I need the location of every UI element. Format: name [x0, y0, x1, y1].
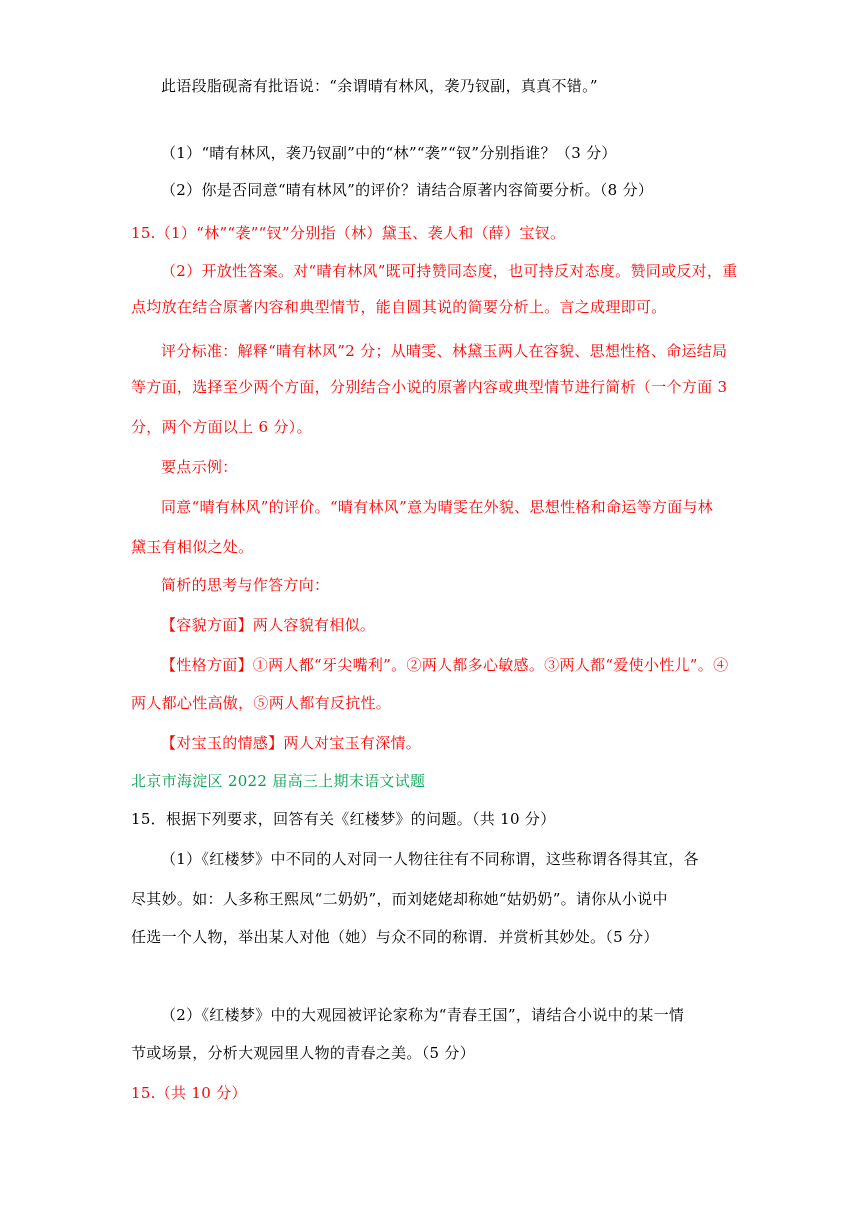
answer-15-heading: 15.（共 10 分） [131, 1084, 247, 1102]
intro-comment: 此语段脂砚斋有批语说：“余谓晴有林风，袭乃钗副，真真不错。” [161, 77, 598, 95]
character-point-line-1: 【性格方面】①两人都“牙尖嘴利”。②两人都多心敏感。③两人都“爱使小性儿”。④ [161, 656, 729, 674]
emotion-point: 【对宝玉的情感】两人对宝玉有深情。 [161, 734, 422, 752]
key-points-title: 要点示例： [161, 458, 238, 476]
scoring-standard-line-2: 等方面，选择至少两个方面，分别结合小说的原著内容或典型情节进行简析（一个方面 3 [131, 378, 728, 396]
answer-1: 15.（1）“林”“袭”“钗”分别指（林）黛玉、袭人和（薛）宝钗。 [131, 224, 566, 242]
agree-line-2: 黛玉有相似之处。 [131, 538, 254, 556]
answer-2-line-1: （2）开放性答案。对“晴有林风”既可持赞同态度，也可持反对态度。赞同或反对，重 [161, 262, 738, 280]
question-2: （2）你是否同意“晴有林风”的评价？请结合原著内容简要分析。（8 分） [161, 181, 654, 199]
agree-line-1: 同意“晴有林风”的评价。“晴有林风”意为晴雯在外貌、思想性格和命运等方面与林 [161, 498, 714, 516]
question-1: （1）“晴有林风，袭乃钗副”中的“林”“袭”“钗”分别指谁？（3 分） [161, 144, 617, 162]
part-1-line-1: （1）《红楼梦》中不同的人对同一人物往往有不同称谓，这些称谓各得其宜，各 [161, 850, 699, 868]
part-1-line-2: 尽其妙。如：人多称王熙凤“二奶奶”，而刘姥姥却称她“姑奶奶”。请你从小说中 [131, 890, 668, 908]
part-1-line-3: 任选一个人物，举出某人对他（她）与众不同的称谓．并赏析其妙处。（5 分） [131, 928, 659, 946]
part-2-line-2: 节或场景，分析大观园里人物的青春之美。（5 分） [131, 1044, 476, 1062]
scoring-standard-line-1: 评分标准：解释“晴有林风”2 分；从晴雯、林黛玉两人在容貌、思想性格、命运结局 [161, 342, 728, 360]
appearance-point: 【容貌方面】两人容貌有相似。 [161, 616, 376, 634]
character-point-line-2: 两人都心性高傲，⑤两人都有反抗性。 [131, 694, 392, 712]
question-15-heading: 15．根据下列要求，回答有关《红楼梦》的问题。（共 10 分） [131, 810, 556, 828]
scoring-standard-line-3: 分，两个方面以上 6 分）。 [131, 418, 312, 436]
part-2-line-1: （2）《红楼梦》中的大观园被评论家称为“青春王国”，请结合小说中的某一情 [161, 1006, 685, 1024]
answer-2-line-2: 点均放在结合原著内容和典型情节，能自圆其说的简要分析上。言之成理即可。 [131, 298, 667, 316]
source-heading: 北京市海淀区 2022 届高三上期末语文试题 [131, 772, 426, 790]
direction-title: 简析的思考与作答方向： [161, 576, 330, 594]
